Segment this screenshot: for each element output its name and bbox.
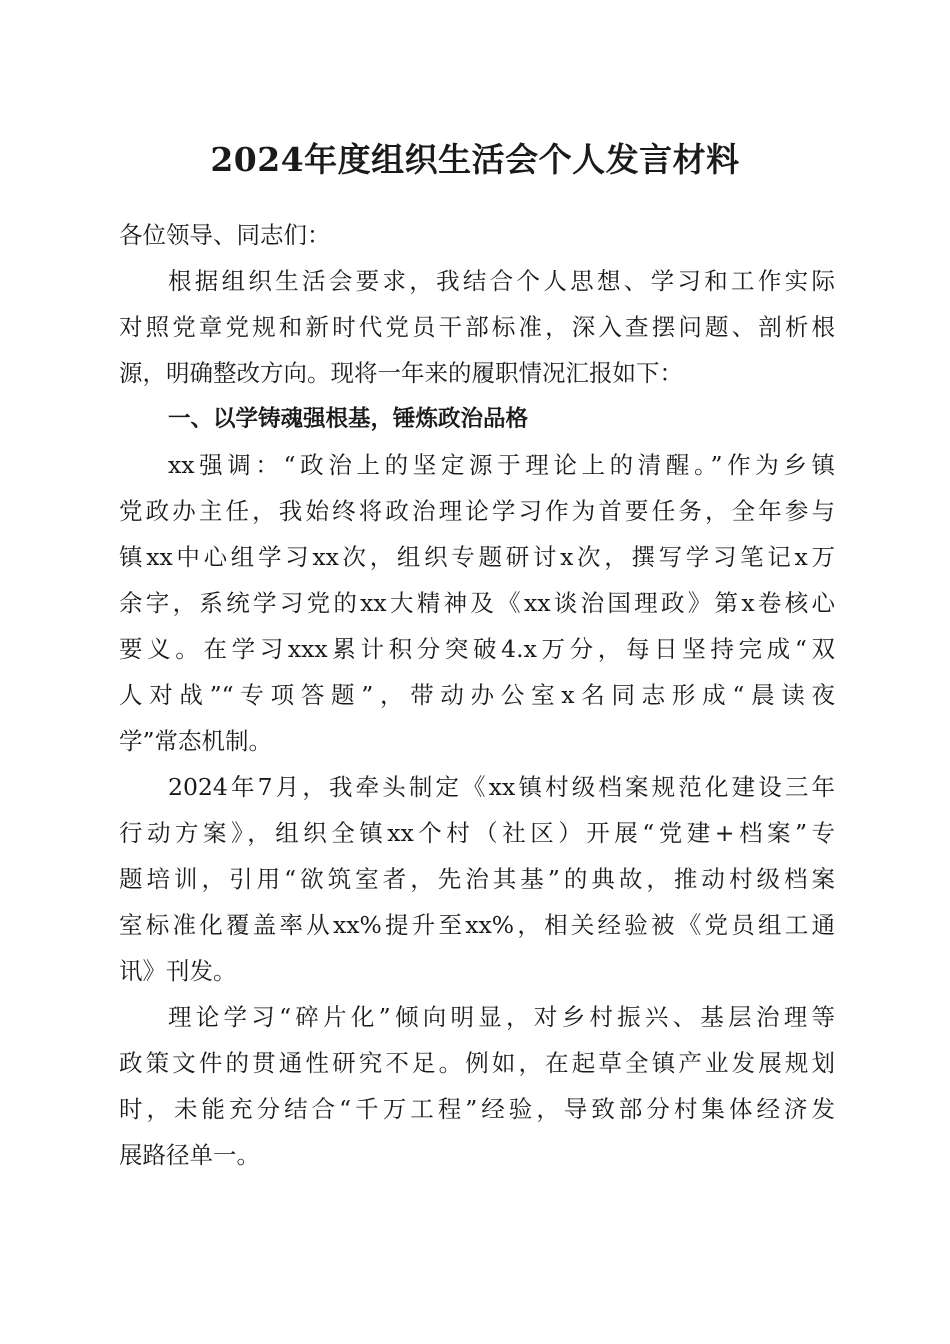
paragraph-problems	[119, 994, 835, 1178]
paragraph-archives	[119, 764, 835, 994]
paragraph-line: 理论学习“碎片化”倾向明显，对乡村振兴、基层治理等	[168, 1003, 835, 1031]
paragraph-line: 余字，系统学习党的xx大精神及《xx谈治国理政》第x卷核心	[119, 589, 835, 617]
paragraph-line: 党政办主任，我始终将政治理论学习作为首要任务，全年参与	[119, 497, 835, 525]
paragraph-line: 镇xx中心组学习xx次，组织专题研讨x次，撰写学习笔记x万	[119, 543, 835, 571]
section-heading: 一、以学铸魂强根基，锤炼政治品格	[168, 406, 529, 432]
paragraph-line: 讯》刊发。	[119, 957, 237, 985]
paragraph-line: 根据组织生活会要求，我结合个人思想、学习和工作实际	[168, 267, 835, 295]
paragraph-line: 源，明确整改方向。现将一年来的履职情况汇报如下：	[119, 359, 683, 387]
paragraph-intro	[119, 258, 835, 396]
salutation: 各位领导、同志们：	[119, 221, 331, 249]
paragraph-line: xx强调：“政治上的坚定源于理论上的清醒。”作为乡镇	[168, 451, 835, 479]
paragraph-line: 室标准化覆盖率从xx%提升至xx%，相关经验被《党员组工通	[119, 911, 835, 939]
paragraph-line: 展路径单一。	[119, 1141, 260, 1169]
paragraph-line: 题培训，引用“欲筑室者，先治其基”的典故，推动村级档案	[119, 865, 835, 893]
paragraph-theory-study	[119, 442, 835, 764]
paragraph-line: 人对战”“专项答题”，带动办公室x名同志形成“晨读夜	[119, 681, 835, 709]
paragraph-line: 要义。在学习xxx累计积分突破4.x万分，每日坚持完成“双	[119, 635, 835, 663]
document-body	[119, 212, 835, 1178]
paragraph-line: 2024年7月，我牵头制定《xx镇村级档案规范化建设三年	[168, 773, 835, 801]
paragraph-line: 行动方案》，组织全镇xx个村（社区）开展“党建+档案”专	[119, 819, 835, 847]
paragraph-line: 学”常态机制。	[119, 727, 273, 755]
paragraph-line: 时，未能充分结合“千万工程”经验，导致部分村集体经济发	[119, 1095, 835, 1123]
document-title: 2024年度组织生活会个人发言材料	[210, 140, 740, 179]
paragraph-line: 对照党章党规和新时代党员干部标准，深入查摆问题、剖析根	[119, 313, 835, 341]
paragraph-line: 政策文件的贯通性研究不足。例如，在起草全镇产业发展规划	[119, 1049, 835, 1077]
